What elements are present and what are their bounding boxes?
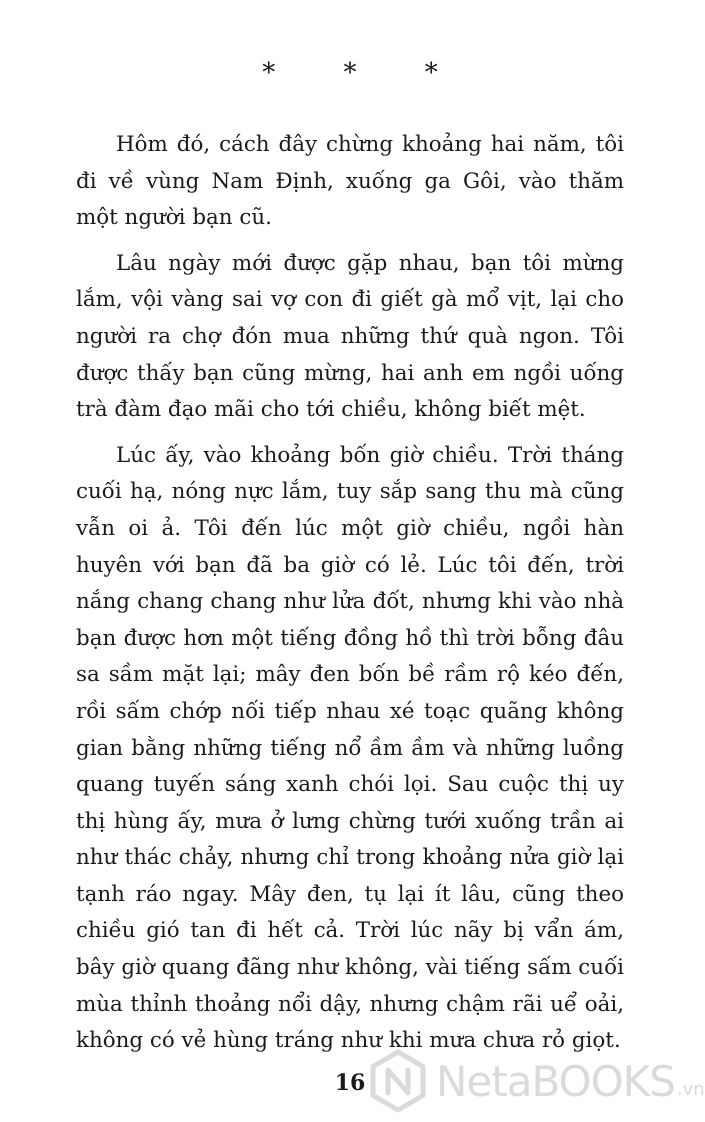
watermark-suffix: .vn [676,1079,705,1100]
netabooks-watermark [366,1046,705,1116]
watermark-text: NetaBOOKS [436,1056,675,1106]
netabooks-logo-icon [366,1049,430,1113]
page-number: 16 [334,1070,366,1096]
section-break-ornament: * * * [262,58,468,88]
paragraph-1: Hôm đó, cách đây chừng khoảng hai năm, tôi đi về vùng Nam Định, xuống ga Gôi, vào thăm một người bạn cũ. [76,132,624,231]
paragraph-2: Lâu ngày mới được gặp nhau, bạn tôi mừng lắm, vội vàng sai vợ con đi giết gà mổ vịt, lại cho người ra chợ đón mua những thứ quà ngon. Tôi được thấy bạn cũng mừng, hai anh em ngồi uống trà đàm đạo mãi cho tới chiều, không biết mệt. [76,250,624,423]
page-body [76,127,624,1069]
paragraph-3: Lúc ấy, vào khoảng bốn giờ chiều. Trời tháng cuối hạ, nóng nực lắm, tuy sắp sang thu mà cũng vẫn oi ả. Tôi đến lúc một giờ chiều, ngồi hàn huyên với bạn đã ba giờ có lẻ. Lúc tôi đến, trời nắng chang chang như lửa đốt, nhưng khi vào nhà bạn được hơn một tiếng đồng hồ thì trời bỗng đâu sa sầm mặt lại; mây đen bốn bề rầm rộ kéo đến, rồi sấm chớp nối tiếp nhau xé toạc quãng không gian bằng những tiếng nổ ầm ầm và những luồng quang tuyến sáng xanh chói lọi. Sau cuộc thị uy thị hùng ấy, mưa ở lưng chừng tưới xuống trần ai như thác chảy, nhưng chỉ trong khoảng nửa giờ lại tạnh ráo ngay. Mây đen, tụ lại ít lâu, cũng theo chiều gió tan đi hết cả. Trời lúc nãy bị vẩn ám, bây giờ quang đãng như không, vài tiếng sấm cuối mùa thỉnh thoảng nổi dậy, nhưng chậm rãi uể oải, không có vẻ hùng tráng như khi mưa chưa rỏ giọt. [76,442,624,1054]
